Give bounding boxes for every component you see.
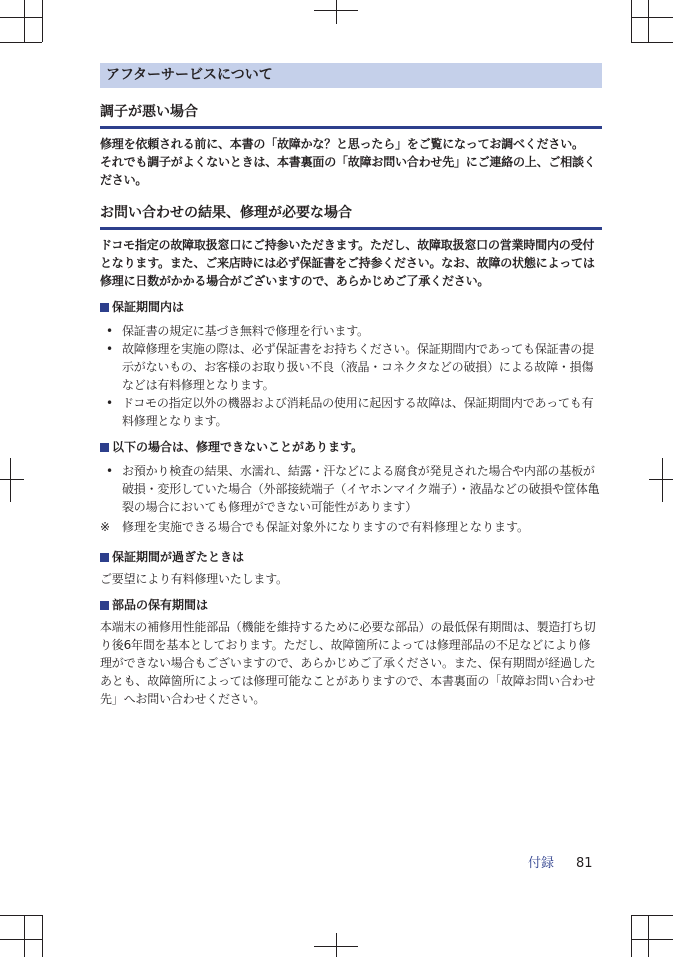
warranty-expired-heading [100, 548, 602, 566]
footer-label: 付録 [528, 856, 555, 871]
page-content [100, 63, 602, 708]
parts-heading [100, 596, 602, 614]
list-item: • 保証書の規定に基づき無料で修理を行います。 [106, 324, 369, 338]
parts-para: 本端末の補修用性能部品（機能を維持するために必要な部品）の最低保有期間は、製造打ち切り後6年間を基本としております。ただし、故障箇所によっては修理部品の不足などにより修理ができない場合もございますので、あらかじめご了承ください。また、保有期間が経過したあとも、故障箇所によっては修理可能なことがありますので、本書裏面の「故障お問い合わせ先」へお問い合わせください。 [100, 620, 596, 706]
parts-label: 部品の保有期間は [112, 598, 209, 612]
bullet-dot-icon: • [106, 324, 113, 338]
square-bullet-icon [100, 553, 109, 562]
note-text: 修理を実施できる場合でも保証対象外になりますので有料修理となります。 [122, 520, 530, 534]
bullet-dot-icon: • [106, 342, 113, 356]
warranty-expired-label: 保証期間が過ぎたときは [112, 550, 245, 564]
list-item: • 故障修理を実施の際は、必ず保証書をお持ちください。保証期間内であっても保証書の提示がないもの、お客様のお取り扱い不良（液晶・コネクタなどの破損）による故障・損傷などは有料修理となります。 [106, 342, 594, 392]
bullet-dot-icon: • [106, 396, 113, 410]
section-title: アフターサービスについて [100, 63, 602, 88]
cannot-repair-list [100, 462, 602, 516]
cannot-repair-label: 以下の場合は、修理できないことがあります。 [112, 440, 364, 454]
square-bullet-icon [100, 601, 109, 610]
note-mark: ※ [100, 520, 111, 534]
list-item: • お預かり検査の結果、水濡れ、結露・汗などによる腐食が発見された場合や内部の基板が破損・変形していた場合（外部接続端子（イヤホンマイク端子）・液晶などの破損や筐体亀裂の場合においても修理ができない可能性があります） [106, 464, 600, 514]
cannot-repair-heading [100, 438, 602, 456]
page-footer [528, 852, 593, 871]
malfunction-para-1: 修理を依頼される前に、本書の「故障かな？と思ったら」をご覧になってお調べください。 [100, 137, 584, 151]
cannot-repair-note [100, 518, 602, 536]
square-bullet-icon [100, 303, 109, 312]
square-bullet-icon [100, 443, 109, 452]
result-heading: お問い合わせの結果、修理が必要な場合 [100, 203, 602, 230]
warranty-within-label: 保証期間内は [112, 300, 185, 314]
warranty-within-heading [100, 298, 602, 316]
list-item: • ドコモの指定以外の機器および消耗品の使用に起因する故障は、保証期間内であっても有料修理となります。 [106, 396, 594, 428]
warranty-within-list [100, 322, 602, 430]
warranty-expired-para: ご要望により有料修理いたします。 [100, 572, 288, 586]
bullet-dot-icon: • [106, 464, 113, 478]
result-para: ドコモ指定の故障取扱窓口にご持参いただきます。ただし、故障取扱窓口の営業時間内の受付となります。また、ご来店時には必ず保証書をご持参ください。なお、故障の状態によっては修理に日数がかかる場合がございますので、あらかじめご了承ください。 [100, 238, 595, 288]
page-number: 81 [576, 856, 593, 871]
malfunction-heading: 調子が悪い場合 [100, 102, 602, 129]
malfunction-para-2: それでも調子がよくないときは、本書裏面の「故障お問い合わせ先」にご連絡の上、ご相談ください。 [100, 155, 596, 187]
